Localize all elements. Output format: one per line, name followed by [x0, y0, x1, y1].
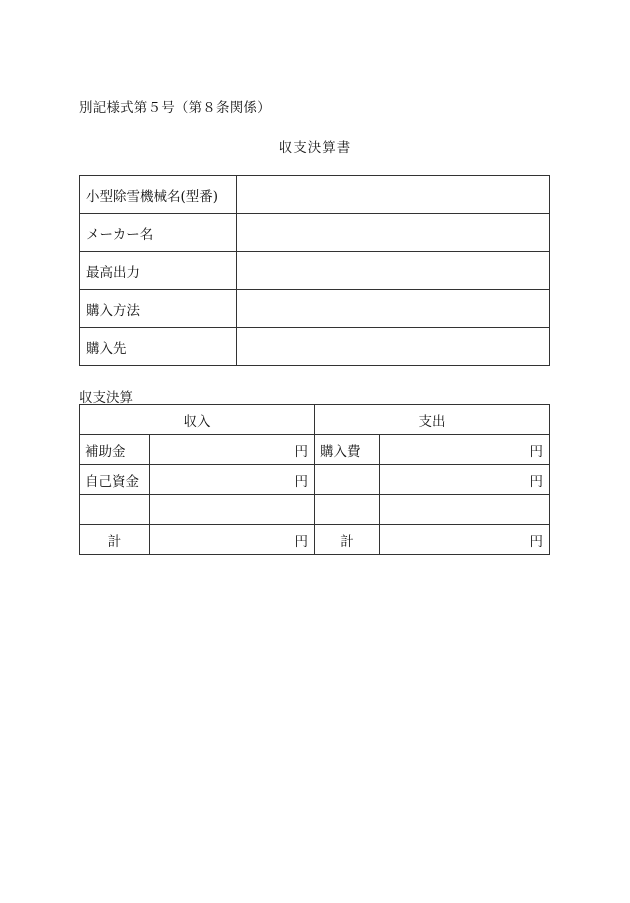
info-row-purchase-method	[80, 290, 550, 328]
yen-unit: 円	[529, 473, 543, 490]
budget-header-row	[80, 405, 550, 435]
expense-total-label: 計	[315, 525, 380, 555]
info-value-maker[interactable]	[237, 214, 550, 252]
info-value-vendor[interactable]	[237, 328, 550, 366]
info-row-max-output	[80, 252, 550, 290]
yen-unit: 円	[529, 533, 543, 550]
budget-total-row	[80, 525, 550, 555]
yen-unit: 円	[294, 473, 308, 490]
document-title: 収支決算書	[278, 140, 352, 156]
expense-amount-blank[interactable]	[380, 465, 550, 495]
info-label-purchase-method: 購入方法	[80, 290, 237, 328]
budget-row	[80, 495, 550, 525]
info-row-machine-name	[80, 176, 550, 214]
income-header: 収入	[80, 405, 315, 435]
income-amount-subsidy[interactable]	[150, 435, 315, 465]
yen-unit: 円	[294, 533, 308, 550]
income-amount-empty[interactable]	[150, 495, 315, 525]
equipment-info-table	[79, 175, 550, 366]
expense-amount-empty[interactable]	[380, 495, 550, 525]
expense-item-empty[interactable]	[315, 495, 380, 525]
yen-unit: 円	[294, 443, 308, 460]
info-label-machine-name: 小型除雪機械名(型番)	[80, 176, 237, 214]
income-total-label: 計	[80, 525, 150, 555]
expense-item-purchase: 購入費	[315, 435, 380, 465]
info-value-max-output[interactable]	[237, 252, 550, 290]
income-item-subsidy: 補助金	[80, 435, 150, 465]
info-label-vendor: 購入先	[80, 328, 237, 366]
income-total-amount[interactable]	[150, 525, 315, 555]
info-label-maker: メーカー名	[80, 214, 237, 252]
form-reference: 別記様式第５号（第８条関係）	[79, 100, 271, 116]
budget-table	[79, 404, 550, 555]
info-value-purchase-method[interactable]	[237, 290, 550, 328]
income-item-empty[interactable]	[80, 495, 150, 525]
info-value-machine-name[interactable]	[237, 176, 550, 214]
expense-total-amount[interactable]	[380, 525, 550, 555]
info-label-max-output: 最高出力	[80, 252, 237, 290]
expense-header: 支出	[315, 405, 550, 435]
yen-unit: 円	[529, 443, 543, 460]
expense-amount-purchase[interactable]	[380, 435, 550, 465]
income-amount-own-funds[interactable]	[150, 465, 315, 495]
budget-row	[80, 465, 550, 495]
info-row-vendor	[80, 328, 550, 366]
budget-row	[80, 435, 550, 465]
info-row-maker	[80, 214, 550, 252]
budget-section-label: 収支決算	[79, 390, 133, 406]
income-item-own-funds: 自己資金	[80, 465, 150, 495]
expense-item-blank[interactable]	[315, 465, 380, 495]
